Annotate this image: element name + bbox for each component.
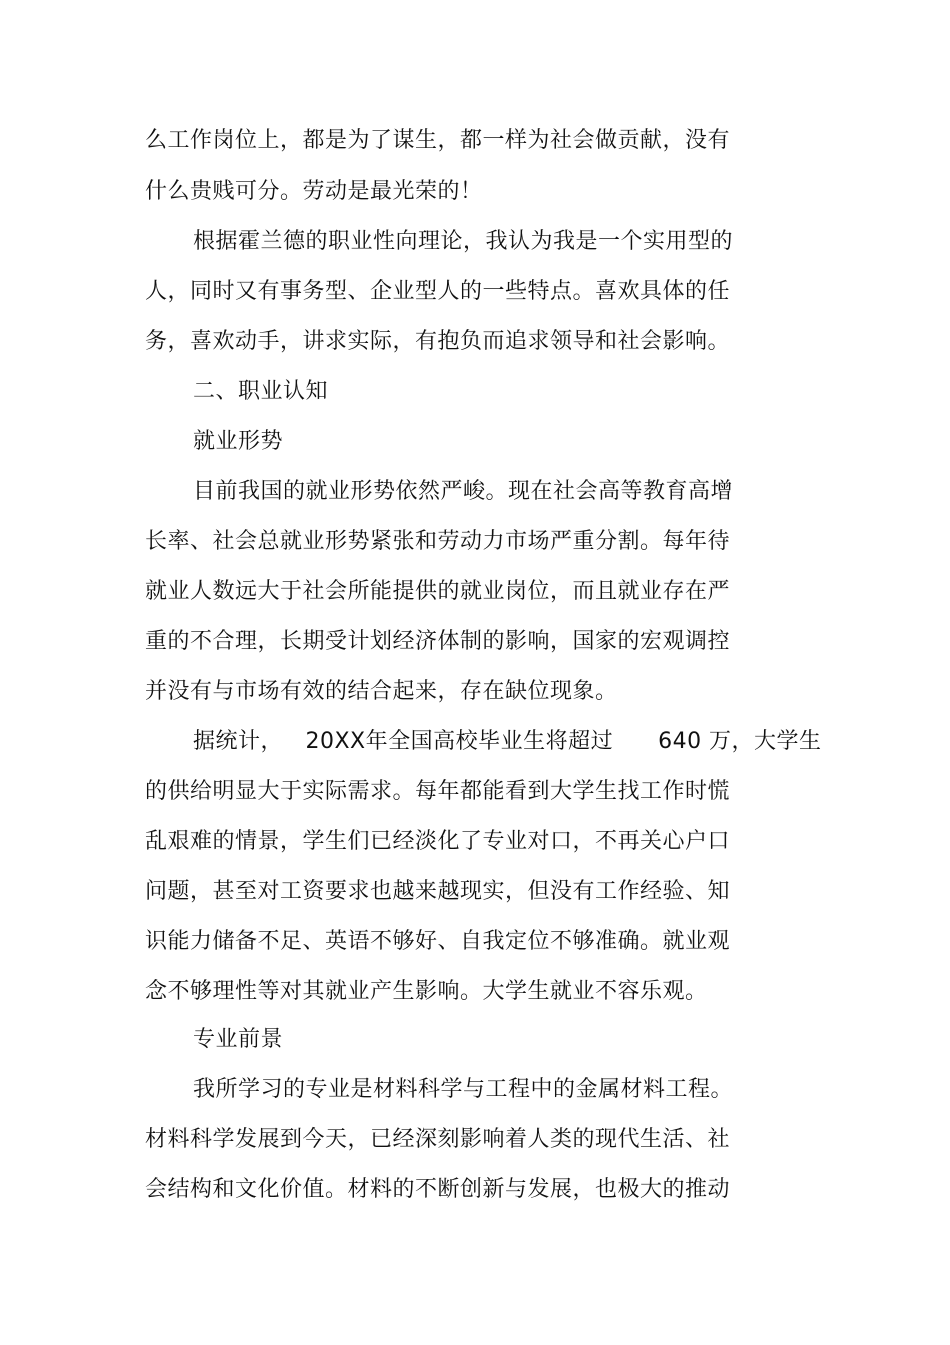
text-line: 的供给明显大于实际需求。每年都能看到大学生找工作时慌 [145,779,731,804]
subsection-heading: 专业前景 [193,1027,284,1052]
text-line: 识能力储备不足、英语不够好、自我定位不够准确。就业观 [145,929,731,954]
text-line: 人，同时又有事务型、企业型人的一些特点。喜欢具体的任 [145,279,731,304]
text-line: 就业人数远大于社会所能提供的就业岗位，而且就业存在严 [145,579,731,604]
text-line: 会结构和文化价值。材料的不断创新与发展，也极大的推动 [145,1177,731,1202]
paragraph-start-line: 根据霍兰德的职业性向理论，我认为我是一个实用型的 [193,229,734,254]
text-line: 并没有与市场有效的结合起来，存在缺位现象。 [145,679,618,704]
text-line: 问题，甚至对工资要求也越来越现实，但没有工作经验、知 [145,879,731,904]
paragraph-start-line: 我所学习的专业是材料科学与工程中的金属材料工程。 [193,1077,734,1102]
text-line: 什么贵贱可分。劳动是最光荣的！ [145,179,483,204]
text-line: 长率、社会总就业形势紧张和劳动力市场严重分割。每年待 [145,529,731,554]
text-line: 念不够理性等对其就业产生影响。大学生就业不容乐观。 [145,979,708,1004]
paragraph-start-line: 据统计， 20XX年全国高校毕业生将超过 640 万，大学生 [193,729,822,754]
section-heading: 二、职业认知 [193,379,329,404]
paragraph-start-line: 目前我国的就业形势依然严峻。现在社会高等教育高增 [193,479,734,504]
text-line: 材料科学发展到今天，已经深刻影响着人类的现代生活、社 [145,1127,731,1152]
text-line: 乱艰难的情景，学生们已经淡化了专业对口，不再关心户口 [145,829,731,854]
text-line: 务，喜欢动手，讲求实际，有抱负而追求领导和社会影响。 [145,329,731,354]
subsection-heading: 就业形势 [193,429,284,454]
text-line: 么工作岗位上，都是为了谋生，都一样为社会做贡献，没有 [145,128,731,153]
text-line: 重的不合理，长期受计划经济体制的影响，国家的宏观调控 [145,629,731,654]
